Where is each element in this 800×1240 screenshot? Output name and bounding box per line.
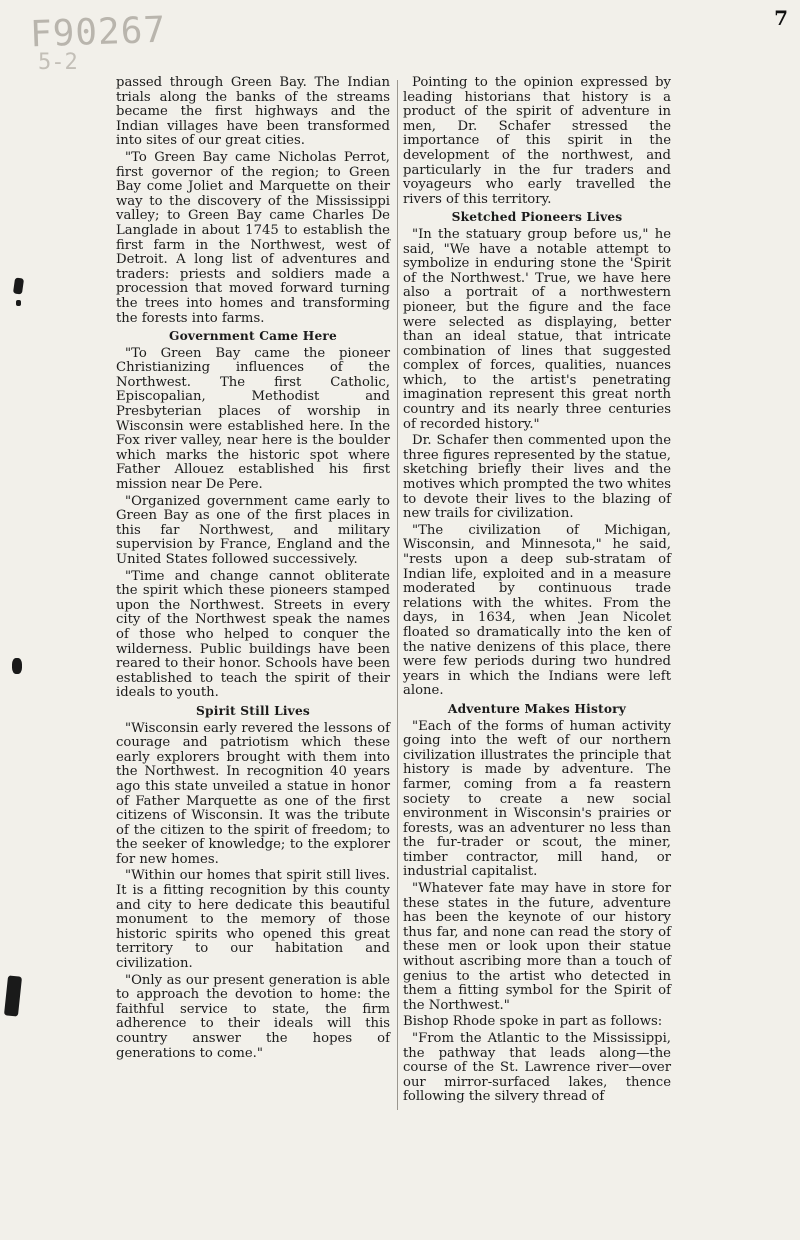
binding-hole-mark xyxy=(13,277,24,294)
paragraph: "In the statuary group before us," he said, "We have a notable attempt to symbolize in enduring stone the 'Spirit of the Northwest.' True, we have here also a portrait of a northwestern pioneer, but the figure and the face were selected as displaying, better than an ideal statue, that intricate combination of lines that suggested complex of forces, qualities, nuances which, to the artist's penetrating imagination represent this great north country and its nearly three centuries of recorded history." xyxy=(403,226,671,432)
paragraph: Bishop Rhode spoke in part as follows: xyxy=(403,1014,663,1030)
paragraph: "Organized government came early to Green Bay as one of the first places in this far Northwest, and military supervision by France, England and the United States followed successively. xyxy=(116,493,390,567)
left-column xyxy=(116,76,390,1063)
binding-hole-mark xyxy=(12,658,22,674)
paragraph: "The civilization of Michigan, Wisconsin, and Minnesota," he said, "rests upon a deep sub-stratam of Indian life, exploited and in a measure moderated by continuous trade relations with the whites. From the days, in 1634, when Jean Nicolet floated so dramatically into the ken of the native denizens of this place, there were few periods during two hundred years in which the Indians were left alone. xyxy=(403,522,671,699)
paragraph: "To Green Bay came the pioneer Christianizing influences of the Northwest. The first Catholic, Episcopalian, Methodist and Presbyterian places of worship in Wisconsin were established here. In the Fox river valley, near here is the boulder which marks the historic spot where Father Allouez established his first mission near De Pere. xyxy=(116,345,390,493)
archive-number-note: F90267 xyxy=(29,9,167,56)
page-number: 7 xyxy=(774,6,788,30)
subheading: Spirit Still Lives xyxy=(196,703,310,718)
paragraph: "Wisconsin early revered the lessons of courage and patriotism which these early explorers brought with them into the Northwest. In recognition 40 years ago this state unveiled a statue in honor of Father Marquette as one of the first citizens of Wisconsin. It was the tribute of the citizen to the spirit of freedom; to the seeker of knowledge; to the explorer for new homes. xyxy=(116,720,390,867)
column-divider xyxy=(397,80,398,1110)
paragraph: Dr. Schafer then commented upon the three figures represented by the statue, sketching briefly their lives and the motives which prompted the two whites to devote their lives to the blazing of new trails for civilization. xyxy=(403,433,671,522)
paragraph: "Within our homes that spirit still lives. It is a fitting recognition by this county and city to here dedicate this beautiful monument to the memory of those historic spirits who opened this great territory to our habitation and civilization. xyxy=(116,868,390,972)
paragraph: Pointing to the opinion expressed by leading historians that history is a product of the spirit of adventure in men, Dr. Schafer stressed the importance of this spirit in the development of the northwest, and particularly in the fur traders and voyageurs who early travelled the rivers of this territory. xyxy=(403,75,671,207)
paragraph: "To Green Bay came Nicholas Perrot, first governor of the region; to Green Bay come Joliet and Marquette on their way to the discovery of the Mississippi valley; to Green Bay came Charles De Langlade in about 1745 to establish the first farm in the Northwest, west of Detroit. A long list of adventures and traders: priests and soldiers made a procession that moved forward turning the trees into homes and transforming the forests into farms. xyxy=(116,149,390,326)
archive-sub-note: 5-2 xyxy=(38,50,78,75)
paragraph: "Time and change cannot obliterate the spirit which these pioneers stamped upon the Northwest. Streets in every city of the Northwest speak the names of those who helped to conquer the wilderness. Public buildings have been reared to their honor. Schools have been established to teach the spirit of their ideals to youth. xyxy=(116,568,390,701)
subheading: Government Came Here xyxy=(169,329,337,344)
paragraph: "Whatever fate may have in store for these states in the future, adventure has been the keynote of our history thus far, and none can read the story of these men or look upon their statue without ascribing more than a touch of genius to the artist who detected in them a fitting symbol for the Spirit of the Northwest." xyxy=(403,881,671,1013)
binding-hole-mark xyxy=(4,975,22,1016)
paragraph: "From the Atlantic to the Mississippi, the pathway that leads along—the course of the St. Lawrence river—over our mirror-surfaced lakes, thence following the silvery thread of xyxy=(403,1031,671,1105)
paragraph: passed through Green Bay. The Indian trials along the banks of the streams became the first highways and the Indian villages have been transformed into sites of our great cities. xyxy=(116,75,390,149)
subheading: Sketched Pioneers Lives xyxy=(451,210,623,225)
paragraph: "Only as our present generation is able to approach the devotion to home: the faithful service to state, the firm adherence to their ideals will this country answer the hopes of generations to come." xyxy=(116,972,390,1061)
subheading: Adventure Makes History xyxy=(447,701,627,716)
paragraph: "Each of the forms of human activity going into the weft of our northern civilization illustrates the principle that history is made by adventure. The farmer, coming from a fa reastern society to create a new social environment in Wisconsin's prairies or forests, was an adventurer no less than the fur-trader or scout, the miner, timber contractor, mill hand, or industrial capitalist. xyxy=(403,718,671,880)
binding-hole-mark xyxy=(16,300,21,306)
right-column xyxy=(403,76,671,1107)
